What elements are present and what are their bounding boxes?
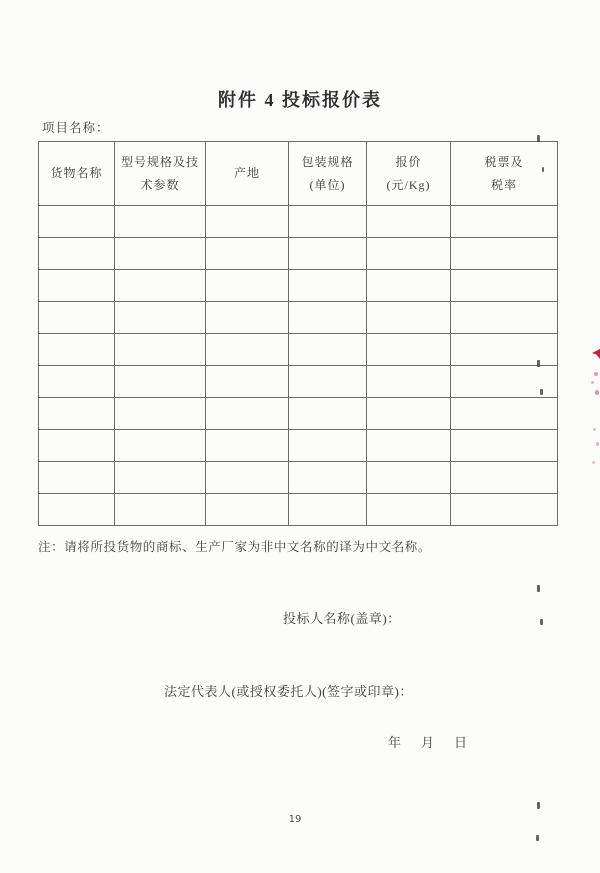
- table-cell: [206, 430, 289, 462]
- table-cell: [451, 430, 558, 462]
- binding-mark: [537, 585, 540, 592]
- table-cell: [367, 270, 451, 302]
- table-cell: [451, 302, 558, 334]
- table-cell: [451, 206, 558, 238]
- table-cell: [451, 334, 558, 366]
- table-row: [39, 462, 558, 494]
- table-cell: [39, 462, 115, 494]
- table-cell: [39, 238, 115, 270]
- table-cell: [451, 398, 558, 430]
- binding-mark: [540, 389, 543, 395]
- legal-representative-label: 法定代表人(或授权委托人)(签字或印章)：: [164, 684, 413, 699]
- table-cell: [115, 462, 206, 494]
- table-cell: [115, 430, 206, 462]
- table-row: [39, 270, 558, 302]
- stamp-speckle: [593, 428, 596, 431]
- table-header-row: [39, 142, 558, 206]
- header-price: 报价 (元/Kg): [367, 142, 451, 206]
- header-origin: 产地: [206, 142, 289, 206]
- table-cell: [206, 334, 289, 366]
- table-row: [39, 430, 558, 462]
- table-row: [39, 302, 558, 334]
- stamp-speckle: [596, 442, 599, 446]
- table-cell: [289, 430, 367, 462]
- binding-mark: [537, 802, 540, 809]
- table-cell: [39, 302, 115, 334]
- header-model-spec: 型号规格及技 术参数: [115, 142, 206, 206]
- table-cell: [367, 398, 451, 430]
- table-cell: [206, 462, 289, 494]
- table-cell: [206, 494, 289, 526]
- table-cell: [206, 398, 289, 430]
- table-cell: [289, 494, 367, 526]
- table-cell: [39, 366, 115, 398]
- table-row: [39, 494, 558, 526]
- table-cell: [451, 494, 558, 526]
- table-cell: [289, 302, 367, 334]
- date-year-label: 年: [388, 735, 402, 750]
- bid-quotation-table: [38, 141, 558, 526]
- stamp-speckle: [592, 461, 595, 464]
- table-cell: [367, 334, 451, 366]
- table-cell: [39, 270, 115, 302]
- table-cell: [367, 494, 451, 526]
- header-goods-name: 货物名称: [39, 142, 115, 206]
- stamp-speckle: [591, 381, 594, 384]
- binding-mark: [537, 135, 540, 142]
- date-month-label: 月: [421, 735, 435, 750]
- table-cell: [451, 270, 558, 302]
- table-cell: [289, 398, 367, 430]
- table-row: [39, 334, 558, 366]
- stamp-speckle: [594, 372, 598, 376]
- table-cell: [206, 206, 289, 238]
- table-cell: [39, 398, 115, 430]
- table-row: [39, 366, 558, 398]
- table-cell: [206, 302, 289, 334]
- table-cell: [115, 398, 206, 430]
- table-cell: [39, 334, 115, 366]
- table-cell: [115, 494, 206, 526]
- stamp-speckle: [595, 390, 599, 395]
- stamp-mark-icon: [592, 349, 600, 359]
- table-cell: [115, 334, 206, 366]
- table-cell: [39, 206, 115, 238]
- date-line: [388, 732, 467, 751]
- table-cell: [367, 206, 451, 238]
- binding-mark: [540, 619, 543, 625]
- table-cell: [289, 334, 367, 366]
- table-row: [39, 206, 558, 238]
- table-cell: [206, 270, 289, 302]
- table-cell: [115, 366, 206, 398]
- table-cell: [367, 430, 451, 462]
- table-cell: [451, 462, 558, 494]
- table-row: [39, 238, 558, 270]
- document-title: 附件 4 投标报价表: [218, 90, 382, 110]
- table-cell: [289, 366, 367, 398]
- header-tax-rate: 税票及 税率: [451, 142, 558, 206]
- table-cell: [289, 270, 367, 302]
- table-cell: [289, 462, 367, 494]
- quote-table-body: [39, 206, 558, 526]
- table-cell: [115, 238, 206, 270]
- bidder-name-label: 投标人名称(盖章)：: [283, 611, 401, 626]
- table-cell: [39, 430, 115, 462]
- table-cell: [367, 366, 451, 398]
- header-packaging-spec: 包装规格 (单位): [289, 142, 367, 206]
- table-cell: [115, 302, 206, 334]
- table-cell: [206, 238, 289, 270]
- table-cell: [289, 206, 367, 238]
- note-line: 注：请将所投货物的商标、生产厂家为非中文名称的译为中文名称。: [38, 540, 432, 554]
- date-day-label: 日: [454, 735, 468, 750]
- table-cell: [367, 238, 451, 270]
- table-cell: [367, 462, 451, 494]
- table-cell: [451, 238, 558, 270]
- table-cell: [206, 366, 289, 398]
- project-name-label: 项目名称：: [42, 121, 110, 135]
- page-number: 19: [288, 814, 302, 825]
- binding-mark: [536, 835, 539, 841]
- table-cell: [367, 302, 451, 334]
- binding-mark: [537, 360, 540, 367]
- table-cell: [115, 270, 206, 302]
- table-cell: [115, 206, 206, 238]
- binding-mark: [542, 167, 544, 172]
- table-cell: [39, 494, 115, 526]
- table-row: [39, 398, 558, 430]
- table-cell: [289, 238, 367, 270]
